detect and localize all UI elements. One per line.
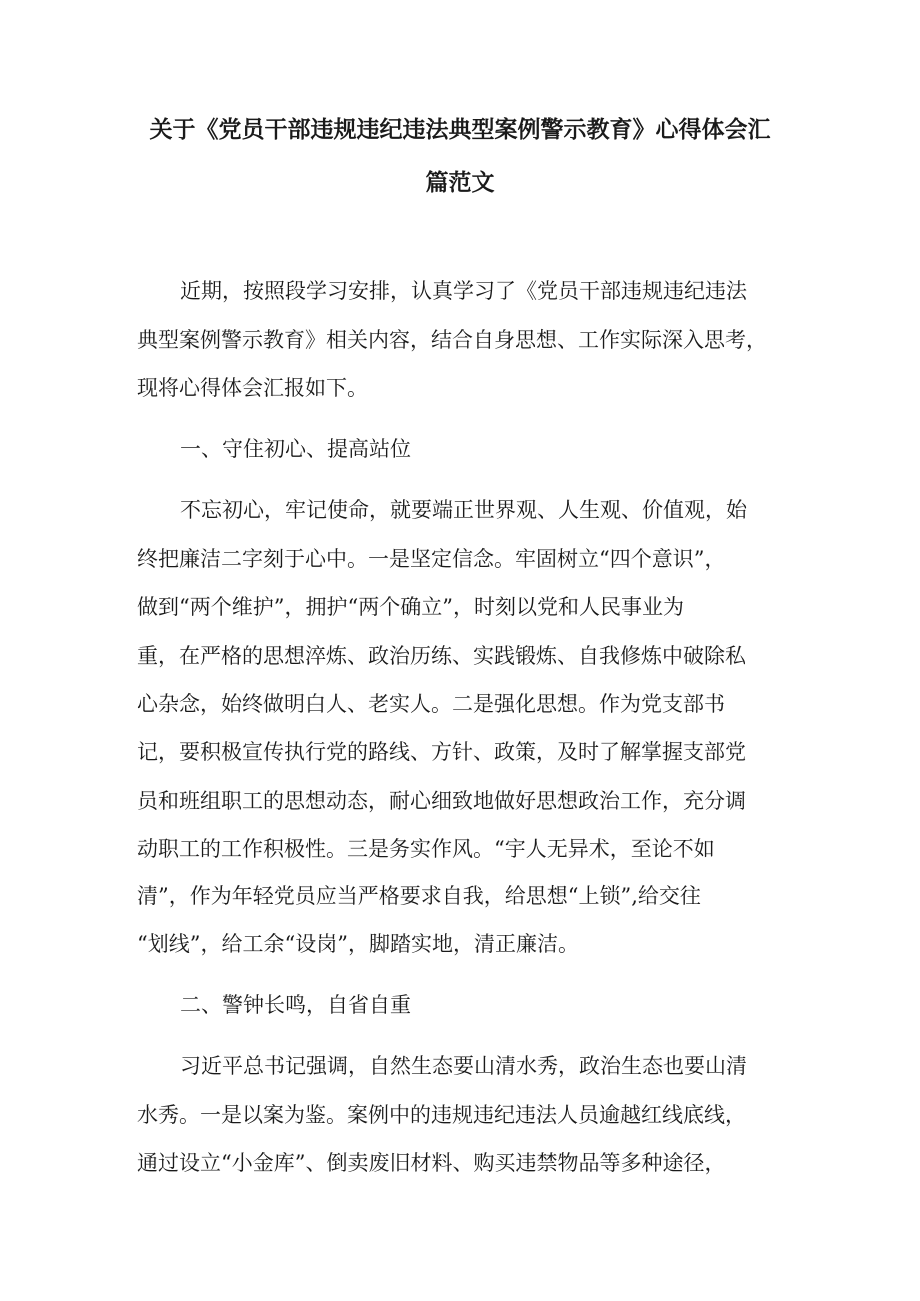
section-1-line-5: 心杂念，始终做明白人、老实人。二是强化思想。作为党支部书 [137, 692, 725, 716]
section-1-line-4: 重，在严格的思想淬炼、政治历练、实践锻炼、自我修炼中破除私 [137, 644, 746, 668]
section-2-line-3: 通过设立“小金库”、倒卖废旧材料、购买违禁物品等多种途径， [137, 1151, 726, 1175]
section-1-heading: 一、守住初心、提高站位 [180, 437, 411, 461]
section-1-line-3: 做到“两个维护”，拥护“两个确立”，时刻以党和人民事业为 [137, 595, 684, 619]
section-2-line-2: 水秀。一是以案为鉴。案例中的违规违纪违法人员逾越红线底线， [137, 1103, 746, 1127]
intro-line-2: 典型案例警示教育》相关内容，结合自身思想、工作实际深入思考， [137, 328, 767, 352]
section-1-line-1: 不忘初心，牢记使命，就要端正世界观、人生观、价值观，始 [180, 498, 747, 522]
section-1-line-9: 清”，作为年轻党员应当严格要求自我，给思想“上锁”,给交往 [137, 884, 701, 908]
section-1-line-8: 动职工的工作积极性。三是务实作风。“宇人无异术，至论不如 [137, 837, 715, 861]
document-title-line-2: 篇范文 [425, 170, 495, 196]
section-2-line-1: 习近平总书记强调，自然生态要山清水秀，政治生态也要山清 [180, 1054, 747, 1078]
section-1-line-6: 记，要积极宣传执行党的路线、方针、政策，及时了解掌握支部党 [137, 740, 746, 764]
section-1-line-7: 员和班组职工的思想动态，耐心细致地做好思想政治工作，充分调 [137, 789, 746, 813]
section-1-line-2: 终把廉洁二字刻于心中。一是坚定信念。牢固树立“四个意识”， [137, 547, 726, 571]
intro-line-1: 近期，按照段学习安排，认真学习了《党员干部违规违纪违法 [180, 279, 747, 303]
section-1-line-10: “划线”，给工余“设岗”，脚踏实地，清正廉洁。 [137, 932, 579, 956]
section-2-heading: 二、警钟长鸣，自省自重 [180, 993, 411, 1017]
intro-line-3: 现将心得体会汇报如下。 [137, 376, 368, 400]
document-title-line-1: 关于《党员干部违规违纪违法典型案例警示教育》心得体会汇 [149, 117, 771, 143]
